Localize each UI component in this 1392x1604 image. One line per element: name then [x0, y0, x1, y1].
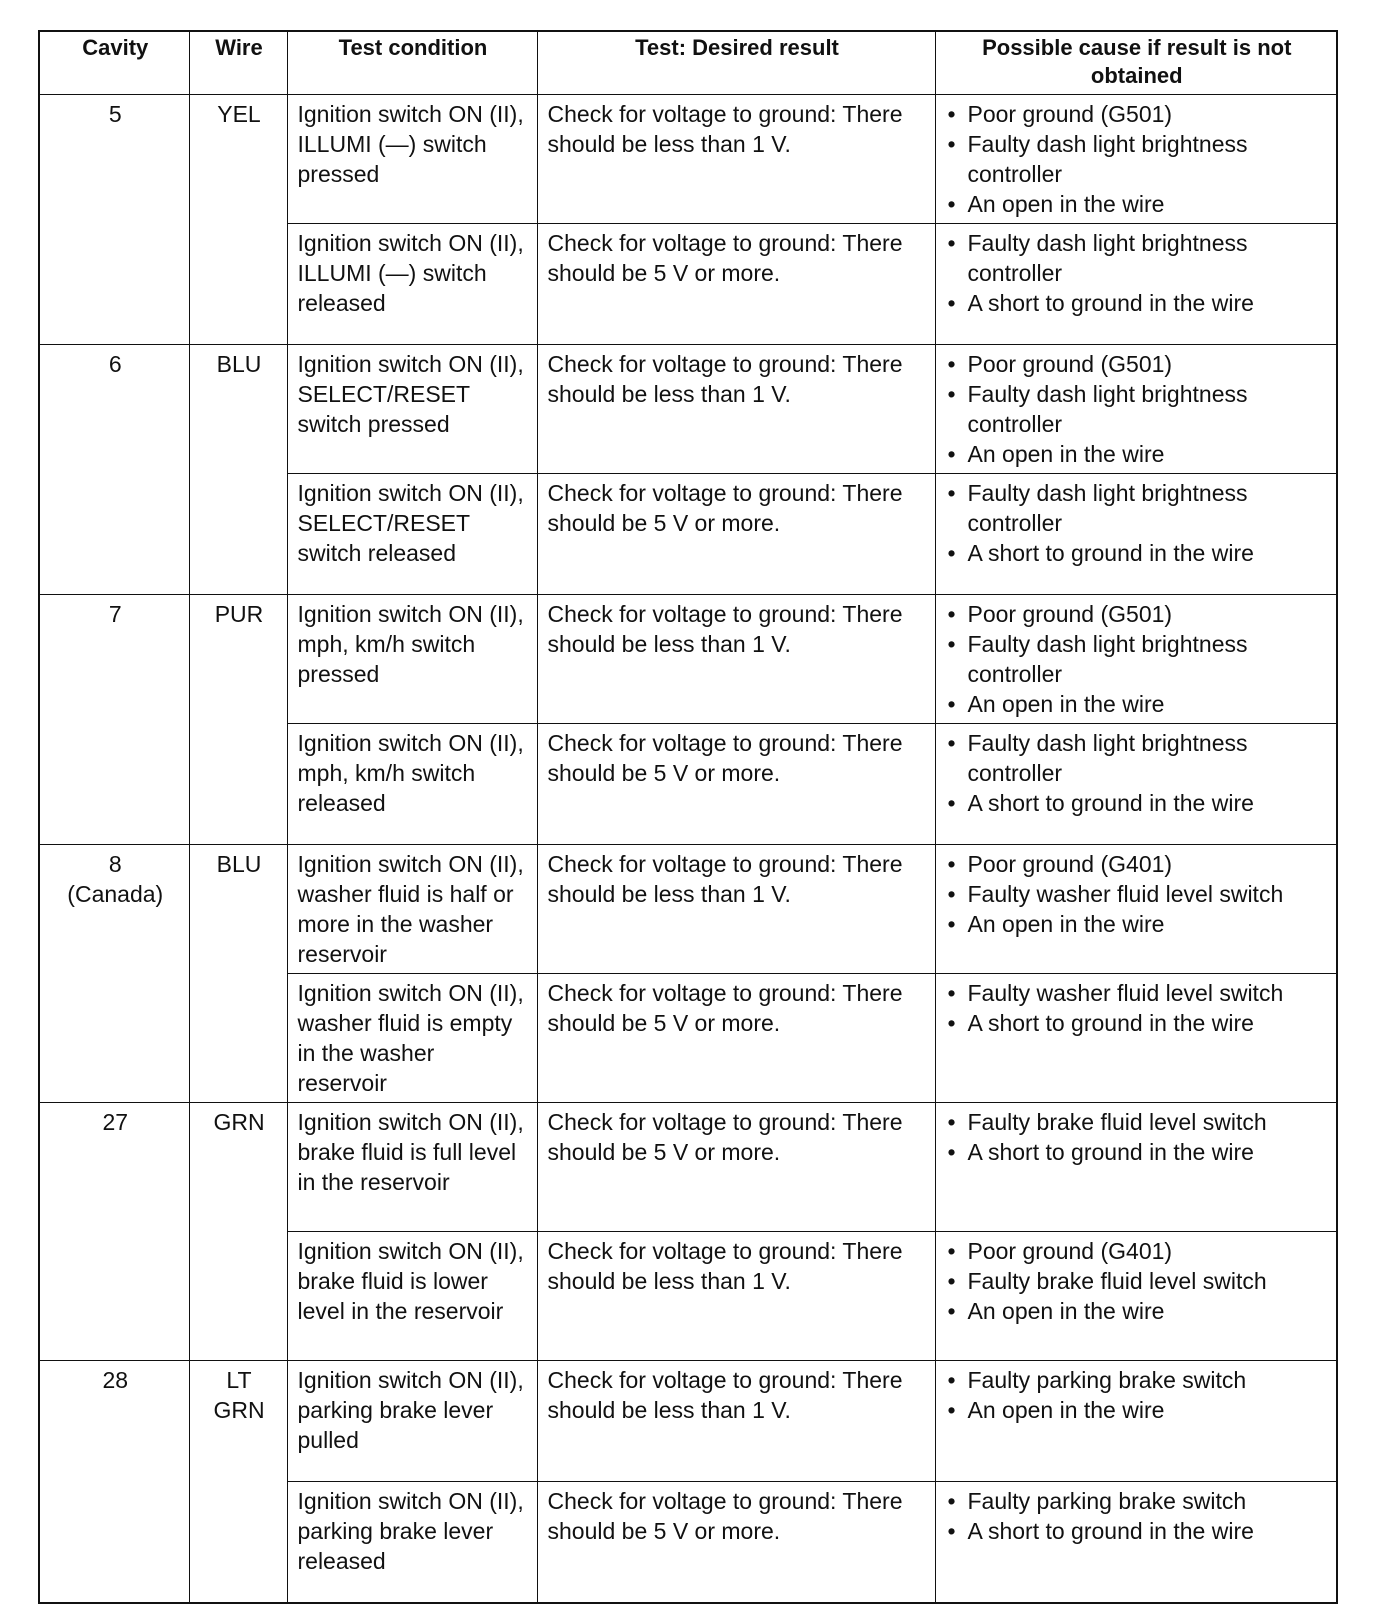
table-row [39, 845, 1337, 974]
cause-list [946, 349, 1329, 469]
cause-list [946, 228, 1329, 318]
test-condition-cell: Ignition switch ON (II), SELECT/RESET switch pressed [287, 345, 537, 474]
cause-item: • An open in the wire [946, 1296, 1329, 1326]
wire-cell [189, 595, 287, 845]
cavity-cell [39, 595, 189, 845]
desired-result-cell: Check for voltage to ground: There should be 5 V or more. [537, 724, 935, 845]
header-desired-result: Test: Desired result [537, 31, 935, 95]
test-condition-cell: Ignition switch ON (II), parking brake lever released [287, 1482, 537, 1604]
cause-item: • Faulty brake fluid level switch [946, 1107, 1329, 1137]
test-condition-cell: Ignition switch ON (II), mph, km/h switch pressed [287, 595, 537, 724]
cause-list [946, 599, 1329, 719]
cause-list [946, 728, 1329, 818]
cause-item: • Faulty dash light brightness controller [946, 728, 1329, 788]
desired-result-cell: Check for voltage to ground: There should be less than 1 V. [537, 1232, 935, 1361]
table-row [39, 345, 1337, 474]
possible-cause-cell [935, 845, 1337, 974]
wire-cell [189, 345, 287, 595]
cause-item: • Faulty washer fluid level switch [946, 879, 1329, 909]
desired-result-cell: Check for voltage to ground: There should be 5 V or more. [537, 974, 935, 1103]
test-condition-cell: Ignition switch ON (II), SELECT/RESET switch released [287, 474, 537, 595]
cause-list [946, 1365, 1329, 1425]
wire-cell [189, 1361, 287, 1604]
cause-item: • Faulty dash light brightness controller [946, 379, 1329, 439]
desired-result-cell: Check for voltage to ground: There should be 5 V or more. [537, 1103, 935, 1232]
table-body [39, 95, 1337, 1604]
cause-item: • A short to ground in the wire [946, 538, 1329, 568]
desired-result-cell: Check for voltage to ground: There should be 5 V or more. [537, 224, 935, 345]
header-test-condition: Test condition [287, 31, 537, 95]
cause-item: • Faulty dash light brightness controller [946, 629, 1329, 689]
cavity-number: 7 [108, 601, 122, 627]
cause-item: • A short to ground in the wire [946, 788, 1329, 818]
test-condition-cell: Ignition switch ON (II), mph, km/h switch released [287, 724, 537, 845]
test-condition-cell: Ignition switch ON (II), parking brake lever pulled [287, 1361, 537, 1482]
cause-item: • Faulty parking brake switch [946, 1365, 1329, 1395]
wire-color: YEL [217, 101, 261, 127]
possible-cause-cell [935, 1482, 1337, 1604]
desired-result-cell: Check for voltage to ground: There should be 5 V or more. [537, 474, 935, 595]
cause-item: • Faulty washer fluid level switch [946, 978, 1329, 1008]
test-condition-cell: Ignition switch ON (II), ILLUMI (—) switch released [287, 224, 537, 345]
cavity-number: 6 [108, 351, 122, 377]
header-cavity: Cavity [39, 31, 189, 95]
desired-result-cell: Check for voltage to ground: There should be less than 1 V. [537, 595, 935, 724]
desired-result-cell: Check for voltage to ground: There should be less than 1 V. [537, 345, 935, 474]
cause-item: • An open in the wire [946, 439, 1329, 469]
possible-cause-cell [935, 95, 1337, 224]
cause-item: • An open in the wire [946, 909, 1329, 939]
possible-cause-cell [935, 1361, 1337, 1482]
wire-cell [189, 1103, 287, 1361]
test-condition-cell: Ignition switch ON (II), washer fluid is half or more in the washer reservoir [287, 845, 537, 974]
cavity-number: 27 [102, 1109, 129, 1135]
possible-cause-cell [935, 224, 1337, 345]
cause-item: • A short to ground in the wire [946, 1008, 1329, 1038]
test-condition-cell: Ignition switch ON (II), brake fluid is full level in the reservoir [287, 1103, 537, 1232]
possible-cause-cell [935, 474, 1337, 595]
wire-cell [189, 95, 287, 345]
wire-color: BLU [216, 351, 262, 377]
possible-cause-cell [935, 1232, 1337, 1361]
cause-item: • An open in the wire [946, 1395, 1329, 1425]
cause-item: • Poor ground (G501) [946, 599, 1329, 629]
cavity-number: 8 (Canada) [67, 851, 164, 907]
cavity-cell [39, 1103, 189, 1361]
cause-item: • A short to ground in the wire [946, 1516, 1329, 1546]
cause-list [946, 99, 1329, 219]
cause-item: • Faulty dash light brightness controller [946, 228, 1329, 288]
diagnostic-table [38, 30, 1338, 1604]
test-condition-cell: Ignition switch ON (II), ILLUMI (—) switch pressed [287, 95, 537, 224]
cause-item: • Poor ground (G501) [946, 99, 1329, 129]
cause-item: • Faulty brake fluid level switch [946, 1266, 1329, 1296]
table-row [39, 95, 1337, 224]
cause-list [946, 1486, 1329, 1546]
table-row [39, 1103, 1337, 1232]
possible-cause-cell [935, 1103, 1337, 1232]
possible-cause-cell [935, 974, 1337, 1103]
cavity-cell [39, 345, 189, 595]
possible-cause-cell [935, 724, 1337, 845]
cause-list [946, 978, 1329, 1038]
table-row [39, 595, 1337, 724]
possible-cause-cell [935, 595, 1337, 724]
cavity-cell [39, 845, 189, 1103]
desired-result-cell: Check for voltage to ground: There should be 5 V or more. [537, 1482, 935, 1604]
cause-item: • Faulty dash light brightness controller [946, 478, 1329, 538]
cause-item: • Poor ground (G501) [946, 349, 1329, 379]
desired-result-cell: Check for voltage to ground: There should be less than 1 V. [537, 95, 935, 224]
cause-item: • Faulty dash light brightness controller [946, 129, 1329, 189]
header-possible-cause: Possible cause if result is not obtained [935, 31, 1337, 95]
cause-item: • Poor ground (G401) [946, 849, 1329, 879]
wire-color: BLU [216, 851, 262, 877]
header-row [39, 31, 1337, 95]
cavity-number: 5 [108, 101, 122, 127]
possible-cause-cell [935, 345, 1337, 474]
wire-color: LT GRN [213, 1367, 265, 1423]
cause-list [946, 849, 1329, 939]
test-condition-cell: Ignition switch ON (II), washer fluid is empty in the washer reservoir [287, 974, 537, 1103]
cavity-number: 28 [102, 1367, 129, 1393]
cavity-cell [39, 1361, 189, 1604]
cause-item: • Poor ground (G401) [946, 1236, 1329, 1266]
cavity-cell [39, 95, 189, 345]
cause-list [946, 1107, 1329, 1167]
cause-item: • An open in the wire [946, 189, 1329, 219]
cause-item: • A short to ground in the wire [946, 1137, 1329, 1167]
wire-color: GRN [213, 1109, 265, 1135]
cause-item: • A short to ground in the wire [946, 288, 1329, 318]
wire-cell [189, 845, 287, 1103]
cause-list [946, 1236, 1329, 1326]
desired-result-cell: Check for voltage to ground: There should be less than 1 V. [537, 845, 935, 974]
desired-result-cell: Check for voltage to ground: There should be less than 1 V. [537, 1361, 935, 1482]
cause-item: • An open in the wire [946, 689, 1329, 719]
header-wire: Wire [189, 31, 287, 95]
cause-list [946, 478, 1329, 568]
cause-item: • Faulty parking brake switch [946, 1486, 1329, 1516]
table-row [39, 1361, 1337, 1482]
wire-color: PUR [214, 601, 264, 627]
test-condition-cell: Ignition switch ON (II), brake fluid is lower level in the reservoir [287, 1232, 537, 1361]
